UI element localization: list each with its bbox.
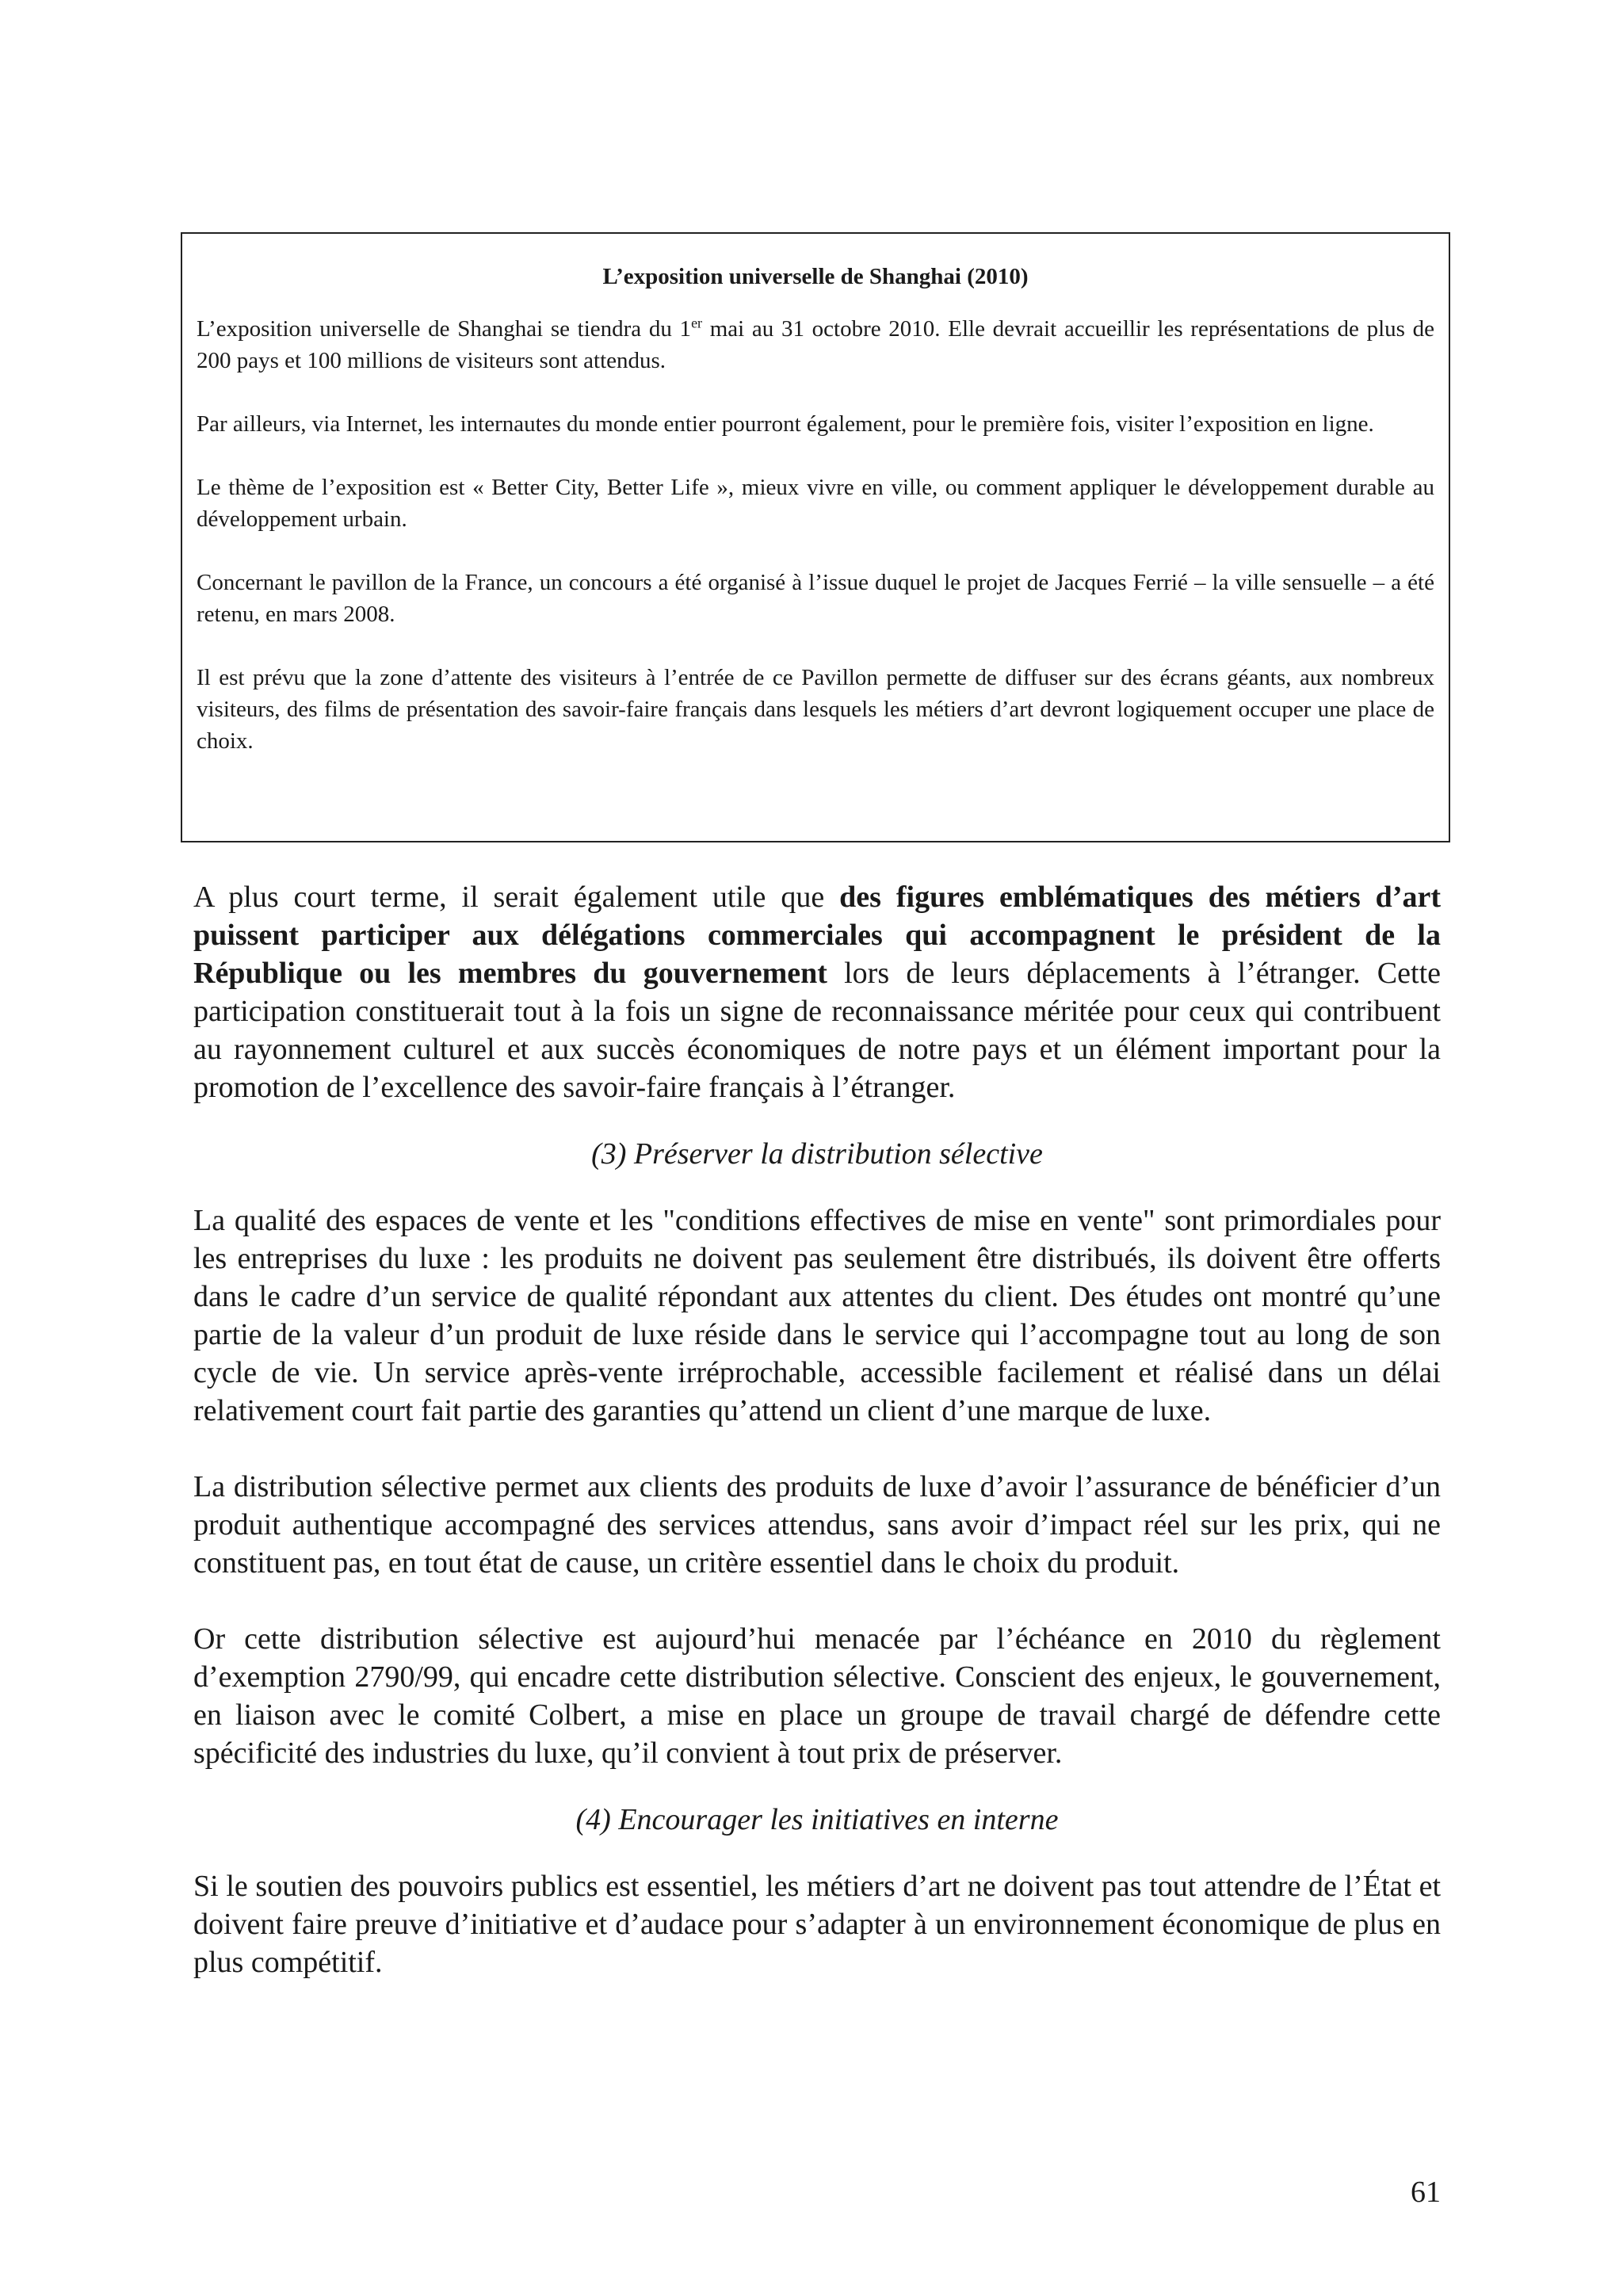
body-paragraph-3: La distribution sélective permet aux clients des produits de luxe d’avoir l’assurance de bénéficier d’un produit authentique accompagné des services attendus, sans avoir d’impact réel sur les prix, qui ne constituent pas, en tout état de cause, un critère essentiel dans le choix du produit. bbox=[193, 1470, 1441, 1580]
body-p1-text-a: A plus court terme, il serait également utile que bbox=[193, 881, 840, 914]
main-body bbox=[193, 878, 1441, 2019]
box-paragraph-1 bbox=[197, 313, 1434, 376]
body-p1-bold: des figures emblématiques des métiers d’art puissent participer aux délégations commerciales qui accompagnent le président de la République ou les membres du gouvernement bbox=[193, 881, 1441, 990]
box-paragraph-5: Il est prévu que la zone d’attente des visiteurs à l’entrée de ce Pavillon permette de diffuser sur des écrans géants, aux nombreux visiteurs, des films de présentation des savoir-faire français dans lesquels les métiers d’art devront logiquement occuper une place de choix. bbox=[197, 665, 1434, 754]
box-paragraph-3: Le thème de l’exposition est « Better City, Better Life », mieux vivre en ville, ou comment appliquer le développement durable au développement urbain. bbox=[197, 475, 1434, 532]
body-paragraph-2: La qualité des espaces de vente et les "conditions effectives de mise en vente" sont primordiales pour les entreprises du luxe : les produits ne doivent pas seulement être distribués, ils doivent être offerts dans le cadre d’un service de qualité répondant aux attentes du client. Des études ont montré qu’une partie de la valeur d’un produit de luxe réside dans le service qui l’accompagne tout au long de son cycle de vie. Un service après-vente irréprochable, accessible facilement et réalisé dans un délai relativement court fait partie des garanties qu’attend un client d’une marque de luxe. bbox=[193, 1204, 1441, 1427]
box-title: L’exposition universelle de Shanghai (2010) bbox=[602, 264, 1029, 289]
box-paragraph-2: Par ailleurs, via Internet, les internautes du monde entier pourront également, pour le première fois, visiter l’exposition en ligne. bbox=[197, 411, 1374, 437]
body-p1-text-b: lors de leurs déplacements à l’étranger. Cette participation constituerait tout à la fois un signe de reconnaissance méritée pour ceux qui contribuent au rayonnement culturel et aux succès économiques de notre pays et un élément important pour la promotion de l’excellence des savoir-faire français à l’étranger. bbox=[193, 957, 1441, 1104]
page-number: 61 bbox=[1411, 2176, 1441, 2209]
body-paragraph-5: Si le soutien des pouvoirs publics est essentiel, les métiers d’art ne doivent pas tout attendre de l’État et doivent faire preuve d’initiative et d’audace pour s’adapter à un environnement économique de plus en plus compétitif. bbox=[193, 1870, 1441, 1979]
section-heading-3: (3) Préserver la distribution sélective bbox=[591, 1137, 1043, 1171]
section-heading-4: (4) Encourager les initiatives en interne bbox=[575, 1803, 1059, 1836]
body-paragraph-1 bbox=[193, 878, 1441, 1106]
sidebar-box-shanghai bbox=[181, 232, 1450, 842]
box-p1-text-a: L’exposition universelle de Shanghai se tiendra du 1 bbox=[197, 316, 692, 342]
box-p1-superscript: er bbox=[691, 315, 703, 331]
body-paragraph-4: Or cette distribution sélective est aujourd’hui menacée par l’échéance en 2010 du règlement d’exemption 2790/99, qui encadre cette distribution sélective. Conscient des enjeux, le gouvernement, en liaison avec le comité Colbert, a mise en place un groupe de travail chargé de défendre cette spécificité des industries du luxe, qu’il convient à tout prix de préserver. bbox=[193, 1622, 1441, 1770]
box-p1-text-b: mai au 31 octobre 2010. Elle devrait accueillir les représentations de plus de 200 pays et 100 millions de visiteurs sont attendus. bbox=[197, 316, 1434, 373]
box-paragraph-4: Concernant le pavillon de la France, un concours a été organisé à l’issue duquel le projet de Jacques Ferrié – la ville sensuelle – a été retenu, en mars 2008. bbox=[197, 570, 1434, 627]
